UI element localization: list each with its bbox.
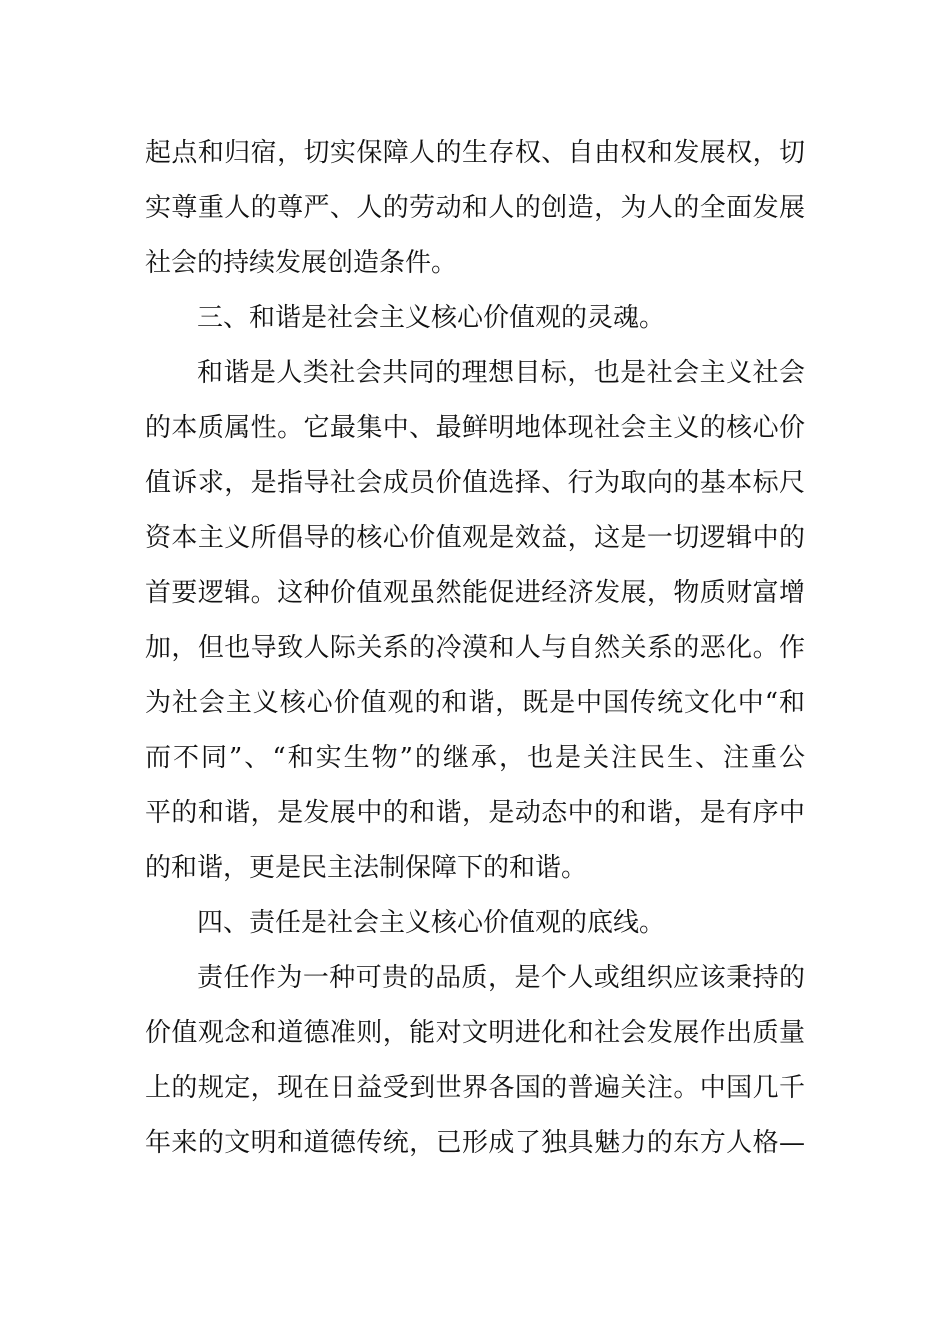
text-line: 实尊重人的尊严、人的劳动和人的创造，为人的全面发展 [145,193,805,223]
text-line: 为社会主义核心价值观的和谐，既是中国传统文化中“和 [145,688,805,718]
text-line: 年来的文明和道德传统，已形成了独具魅力的东方人格— [145,1128,805,1158]
section-heading-3: 三、和谐是社会主义核心价值观的灵魂。 [197,303,666,333]
text-line: 社会的持续发展创造条件。 [145,248,458,278]
text-line: 价值观念和道德准则，能对文明进化和社会发展作出质量 [145,1018,805,1048]
text-line: 值诉求，是指导社会成员价值选择、行为取向的基本标尺 [145,468,805,498]
section-heading-4: 四、责任是社会主义核心价值观的底线。 [197,908,666,938]
text-line: 的和谐，更是民主法制保障下的和谐。 [145,853,588,883]
text-line: 而不同”、“和实生物”的继承，也是关注民生、注重公 [145,743,805,773]
text-line: 起点和归宿，切实保障人的生存权、自由权和发展权，切 [145,138,805,168]
text-line: 平的和谐，是发展中的和谐，是动态中的和谐，是有序中 [145,798,805,828]
text-line: 的本质属性。它最集中、最鲜明地体现社会主义的核心价 [145,413,805,443]
text-line: 加，但也导致人际关系的冷漠和人与自然关系的恶化。作 [145,633,805,663]
text-line: 首要逻辑。这种价值观虽然能促进经济发展，物质财富增 [145,578,805,608]
text-line: 资本主义所倡导的核心价值观是效益，这是一切逻辑中的 [145,523,805,553]
text-line: 上的规定，现在日益受到世界各国的普遍关注。中国几千 [145,1073,805,1103]
text-line: 责任作为一种可贵的品质，是个人或组织应该秉持的 [197,963,805,993]
text-line: 和谐是人类社会共同的理想目标，也是社会主义社会 [197,358,805,388]
